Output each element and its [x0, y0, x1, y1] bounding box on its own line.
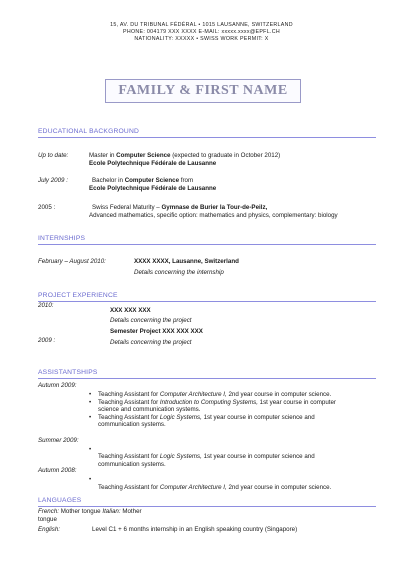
project-title: Semester Project XXX XXX XXX	[110, 328, 203, 335]
assistantship-post: 1st year course in computer science and	[201, 453, 315, 460]
assistantship-date: Autumn 2008:	[38, 467, 77, 474]
project-date: 2010:	[38, 302, 54, 309]
section-heading-internships: INTERNSHIPS	[38, 235, 376, 245]
assistantship-post: 1st year course in computer science and	[201, 414, 315, 421]
edu-degree-line	[92, 177, 193, 185]
edu-degree-pre: Master in	[89, 152, 117, 159]
phone-email-line: PHONE: 004179 XXX XXXX E-MAIL: xxxxx.xxxx@EPFL.CH	[123, 29, 280, 35]
assistantship-course: Computer Architecture I,	[159, 484, 227, 491]
assistantship-item	[98, 484, 331, 492]
assistantship-item	[98, 391, 331, 399]
project-date: 2009 :	[38, 337, 56, 344]
edu-details: Advanced mathematics, specific option: mathematics and physics, complementary: biology	[89, 212, 338, 219]
edu-degree-field: Computer Science	[124, 177, 180, 184]
assistantship-pre: Teaching Assistant for	[98, 391, 160, 398]
edu-school: Ecole Polytechnique Fédérale de Lausanne	[89, 185, 217, 192]
assistantship-pre: Teaching Assistant for	[98, 399, 160, 406]
assistantship-item	[98, 453, 315, 461]
assistantship-pre: Teaching Assistant for	[98, 414, 160, 421]
section-heading-projects: PROJECT EXPERIENCE	[38, 292, 376, 302]
assistantship-item-cont: science and communication systems.	[98, 406, 201, 413]
edu-degree-pre: Swiss Federal Maturity –	[92, 204, 162, 211]
language-level: Level C1 + 6 months internship in an English speaking country (Singapore)	[92, 526, 298, 533]
section-heading-languages: LANGUAGES	[38, 497, 376, 507]
edu-degree-line	[92, 204, 267, 212]
edu-degree-field: Computer Science	[116, 152, 171, 159]
section-heading-assistantships: ASSISTANTSHIPS	[38, 369, 376, 379]
language-label: French:	[38, 508, 59, 515]
language-italian-cont: tongue	[38, 516, 57, 523]
project-details: Details concerning the project	[110, 317, 192, 324]
project-details: Details concerning the project	[110, 339, 192, 346]
language-french	[38, 508, 142, 516]
assistantship-course: Computer Architecture I,	[159, 391, 227, 398]
assistantship-date: Autumn 2009:	[38, 382, 77, 389]
edu-date: 2005 :	[38, 204, 56, 211]
language-level: Mother	[122, 508, 142, 515]
language-level: Mother tongue	[60, 508, 101, 515]
bullet-icon: •	[89, 391, 92, 398]
contact-header	[0, 0, 403, 43]
assistantship-post: 2nd year course in computer science.	[226, 391, 332, 398]
internship-details: Details concerning the internship	[134, 269, 224, 276]
assistantship-course: Logic Systems,	[159, 453, 202, 460]
bullet-icon: •	[89, 476, 92, 483]
edu-date: Up to date:	[38, 152, 69, 159]
section-heading-education: EDUCATIONAL BACKGROUND	[38, 128, 376, 138]
name-box	[105, 79, 301, 103]
assistantship-post: 1st year course in computer	[257, 399, 336, 406]
edu-school: Ecole Polytechnique Fédérale de Lausanne	[89, 160, 217, 167]
nationality-line: NATIONALITY: XXXXX • SWISS WORK PERMIT: X	[134, 36, 269, 42]
internship-date: February – August 2010:	[38, 258, 106, 265]
edu-degree-line	[89, 152, 280, 160]
assistantship-pre: Teaching Assistant for	[98, 484, 160, 491]
language-label: Italian:	[102, 508, 121, 515]
language-label: English:	[38, 526, 61, 533]
bullet-icon: •	[89, 414, 92, 421]
assistantship-date: Summer 2009:	[38, 437, 79, 444]
edu-degree-field: Gymnase de Burier la Tour-de-Peilz,	[161, 204, 268, 211]
assistantship-post: 2nd year course in computer science.	[226, 484, 332, 491]
assistantship-item-cont: communication systems.	[98, 421, 166, 428]
assistantship-item-cont: communication systems.	[98, 461, 166, 468]
project-title: XXX XXX XXX	[110, 307, 151, 314]
edu-degree-pre: Bachelor in	[92, 177, 125, 184]
assistantship-pre: Teaching Assistant for	[98, 453, 160, 460]
address-line: 15, AV. DU TRIBUNAL FÉDÉRAL • 1015 LAUSANNE, SWITZERLAND	[110, 22, 293, 28]
assistantship-course: Introduction to Computing Systems,	[159, 399, 258, 406]
bullet-icon: •	[89, 446, 92, 453]
edu-degree-post: from	[179, 177, 194, 184]
edu-degree-post: (expected to graduate in October 2012)	[170, 152, 281, 159]
edu-date: July 2009 :	[38, 177, 68, 184]
bullet-icon: •	[89, 399, 92, 406]
internship-title: XXXX XXXX, Lausanne, Switzerland	[134, 258, 239, 265]
assistantship-course: Logic Systems,	[159, 414, 202, 421]
candidate-name: FAMILY & FIRST NAME	[118, 83, 288, 98]
